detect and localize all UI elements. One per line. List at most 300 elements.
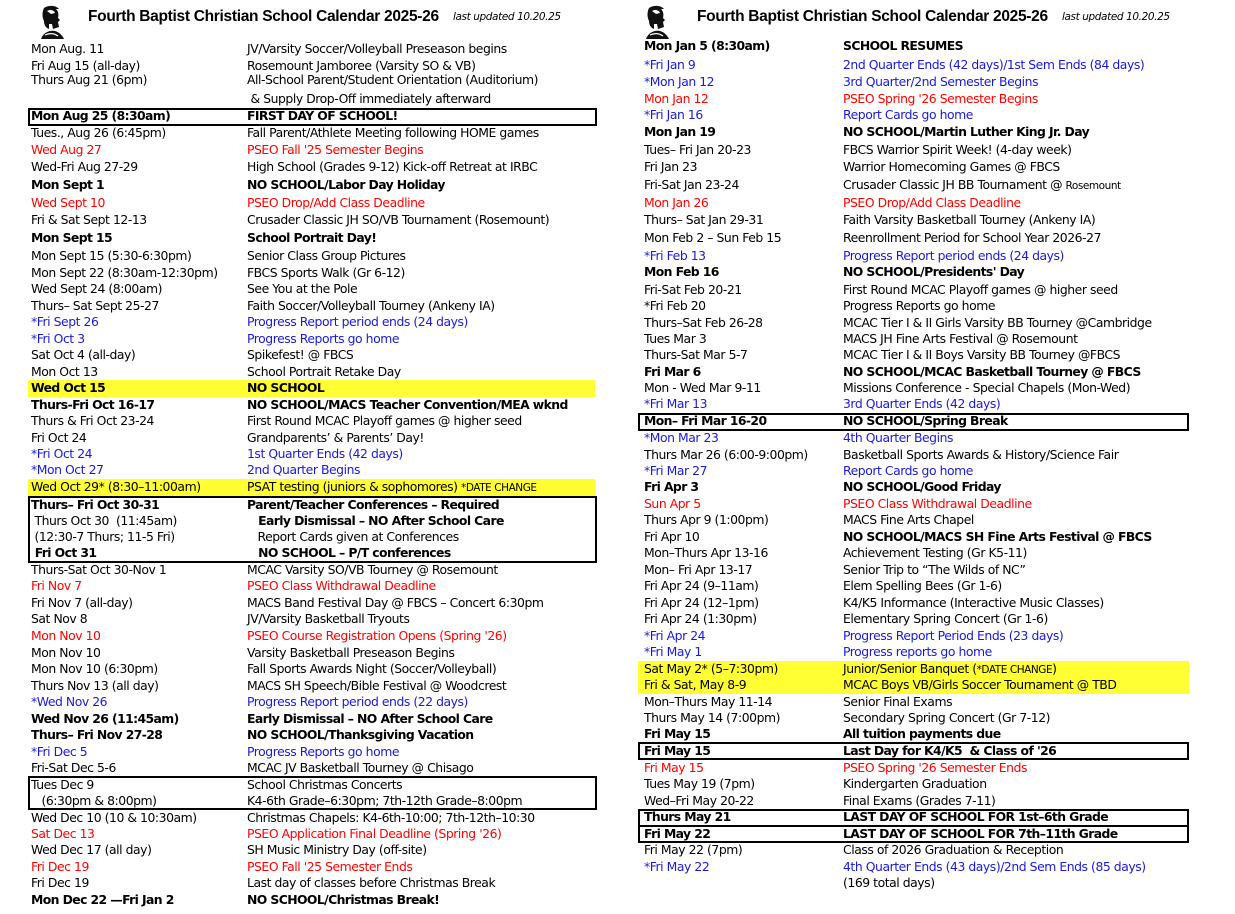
event-description [843,124,1089,141]
calendar-row [638,74,1189,91]
calendar-row [638,644,1189,661]
event-text: NO SCHOOL/MACS SH Fine Arts Festival @ FBCS [843,529,1152,544]
event-date: Fri Mar 6 [644,364,701,379]
event-description [247,364,401,381]
event-description [843,380,1130,397]
event-text: MCAC JV Basketball Tourney @ Chisago [247,760,474,775]
calendar-row [638,793,1189,810]
event-date: Wed-Fri Aug 27-29 [31,159,138,174]
event-date: Fri & Sat Sept 12-13 [31,212,147,227]
event-text: FBCS Warrior Spirit Week! (4-day week) [843,142,1072,157]
calendar-row [28,793,595,810]
event-date: Fri Apr 24 (12–1pm) [644,595,759,610]
calendar-row [28,595,595,612]
calendar-row [638,694,1189,711]
event-text: Last Day for K4/K5 & Class of '26 [843,743,1057,758]
event-date: Tues Dec 9 [31,777,94,792]
event-date: Mon Feb 16 [644,264,719,279]
event-description [247,760,473,777]
event-description [843,38,963,55]
calendar-row [28,230,595,247]
event-description [843,230,1101,247]
event-date: *Fri Oct 3 [31,331,85,346]
event-description [843,479,1001,496]
event-text: K4/K5 Informance (Interactive Music Classes) [843,595,1104,610]
event-text: PSEO Course Registration Opens (Spring '26) [247,628,507,643]
event-text: NO SCHOOL/Labor Day Holiday [247,177,445,192]
event-date: *Fri Feb 20 [644,298,706,313]
event-date: Fri Oct 24 [31,430,87,445]
event-date: Fri May 15 [644,743,711,758]
calendar-row [28,446,595,463]
calendar-row [638,315,1189,332]
calendar-row [638,230,1189,247]
calendar-row [638,496,1189,513]
event-text: JV/Varsity Basketball Tryouts [247,611,410,626]
event-description [247,265,405,282]
event-text: PSEO Application Final Deadline (Spring '26) [247,826,502,841]
event-text: Progress Reports go home [247,744,399,759]
event-text: 1st Quarter Ends (42 days) [247,446,403,461]
event-date: *Wed Nov 26 [31,694,108,709]
calendar-row [638,710,1189,727]
event-text: Report Cards go home [843,463,973,478]
event-date: Wed Dec 17 (all day) [31,842,152,857]
calendar-row [28,125,595,142]
calendar-row [28,479,595,496]
event-text: (169 total days) [843,875,935,890]
event-description [247,513,504,530]
event-date: Mon Nov 10 (6:30pm) [31,661,158,676]
event-description [247,248,406,265]
event-date: *Fri Mar 13 [644,396,708,411]
calendar-row [28,545,595,562]
event-text: High School (Grades 9-12) Kick-off Retreat at IRBC [247,159,538,174]
event-date: Thurs May 21 [644,809,731,824]
calendar-row [638,248,1189,265]
event-date: Fri Dec 19 [31,875,89,890]
event-description [843,315,1152,332]
event-description [843,826,1118,843]
calendar-row [638,413,1189,430]
event-date: Fri Dec 19 [31,859,89,874]
event-date: Wed Sept 24 (8:00am) [31,281,162,296]
event-date: *Fri Mar 27 [644,463,708,478]
event-date: Mon Sept 15 [31,230,113,245]
event-description [247,446,403,463]
event-description [247,578,436,595]
event-text: Progress Report period ends (22 days) [247,694,468,709]
event-text: PSEO Spring '26 Semester Begins [843,91,1038,106]
event-description [843,726,1001,743]
event-description [843,463,973,480]
event-description [843,611,1048,628]
event-text: Early Dismissal – NO After School Care [247,513,504,528]
event-date: Thurs May 14 (7:00pm) [644,710,781,725]
event-date: Wed Nov 26 (11:45am) [31,711,179,726]
event-text: Reenrollment Period for School Year 2026-27 [843,230,1101,245]
event-date: Sat May 2* (5–7:30pm) [644,661,778,676]
event-date: Thurs Apr 9 (1:00pm) [644,512,769,527]
event-date: Fri-Sat Jan 23-24 [644,177,739,192]
event-date: Fri Oct 31 [31,545,97,560]
event-date: *Mon Mar 23 [644,430,719,445]
event-description [247,142,423,159]
event-note: Rosemount [1065,180,1121,192]
event-text: NO SCHOOL/Christmas Break! [247,892,440,907]
event-date: Mon Jan 26 [644,195,709,210]
event-date: Fri Apr 24 (9–11am) [644,578,759,593]
event-description [843,57,1144,74]
event-description [843,177,1121,195]
event-date: Thurs Mar 26 (6:00-9:00pm) [644,447,808,462]
event-description [843,248,1064,265]
event-description [247,91,491,108]
event-text: Progress Reports go home [843,298,995,313]
event-text: NO SCHOOL/Spring Break [843,413,1008,428]
event-text: 2nd Quarter Ends (42 days)/1st Sem Ends (84 days) [843,57,1145,72]
calendar-row [638,463,1189,480]
event-description [247,72,538,89]
calendar-row [638,512,1189,529]
event-description [247,545,451,562]
event-date: Thurs– Sat Sept 25-27 [31,298,159,313]
event-text: Progress Reports go home [247,331,399,346]
event-date: Thurs– Fri Nov 27-28 [31,727,163,742]
event-date: Thurs Oct 30 (11:45am) [31,513,177,528]
calendar-row [638,677,1189,694]
event-date: Thurs-Sat Mar 5-7 [644,347,748,362]
event-description [247,793,522,810]
event-date: Mon Aug. 11 [31,41,104,56]
calendar-row [638,282,1189,299]
event-date: Fri May 15 [644,726,711,741]
event-date: Tues Mar 3 [644,331,707,346]
event-text: Final Exams (Grades 7-11) [843,793,996,808]
event-date: Mon Oct 13 [31,364,98,379]
event-date: *Fri Jan 9 [644,57,696,72]
event-description [247,595,544,612]
calendar-row [638,447,1189,464]
event-text: K4-6th Grade–6:30pm; 7th-12th Grade–8:00pm [247,793,523,808]
calendar-row [638,264,1189,281]
calendar-row [638,595,1189,612]
event-date: Tues May 19 (7pm) [644,776,755,791]
event-text: Progress Report period ends (24 days) [247,314,468,329]
event-date: Fri Nov 7 [31,578,82,593]
calendar-row [28,760,595,777]
event-date: *Fri May 22 [644,859,710,874]
calendar-row [638,380,1189,397]
event-description [843,364,1141,381]
event-description [247,159,537,176]
event-date: *Fri Apr 24 [644,628,706,643]
event-description [247,230,376,247]
event-text: PSEO Class Withdrawal Deadline [247,578,436,593]
event-date: Mon Sept 1 [31,177,105,192]
calendar-row [638,91,1189,108]
event-description [247,529,459,546]
calendar-row [28,41,595,58]
event-text: Senior Final Exams [843,694,953,709]
event-list-spring [617,0,1235,914]
calendar-row [638,331,1189,348]
event-text: Kindergarten Graduation [843,776,987,791]
event-description [843,776,987,793]
calendar-row [638,842,1189,859]
event-description [843,710,1050,727]
event-text: NO SCHOOL/Presidents' Day [843,264,1025,279]
event-date: Fri Jan 23 [644,159,698,174]
event-text: NO SCHOOL – P/T conferences [247,545,451,560]
last-updated: last updated 10.20.25 [453,11,561,23]
event-description [247,859,412,876]
calendar-row [28,744,595,761]
event-text: Progress Report period ends (24 days) [843,248,1064,263]
calendar-row [28,91,595,108]
event-date: Sat Dec 13 [31,826,95,841]
event-text: JV/Varsity Soccer/Volleyball Preseason begins [247,41,507,56]
calendar-row [28,562,595,579]
event-list-fall [0,0,617,914]
last-updated: last updated 10.20.25 [1062,11,1170,23]
calendar-row [638,578,1189,595]
event-text: MACS Band Festival Day @ FBCS – Concert 6:30pm [247,595,544,610]
event-description [247,125,539,142]
event-text: Christmas Chapels: K4-6th-10:00; 7th-12th–10:30 [247,810,535,825]
event-text: PSEO Spring '26 Semester Ends [843,760,1027,775]
calendar-row [28,727,595,744]
event-text: See You at the Pole [247,281,358,296]
event-description [843,496,1032,513]
event-description [247,331,399,348]
calendar-row [28,72,595,89]
calendar-row [28,159,595,176]
event-text: First Round MCAC Playoff games @ higher seed [247,413,522,428]
event-description [247,430,424,447]
calendar-row [28,462,595,479]
event-text: School Portrait Retake Day [247,364,401,379]
event-description [843,743,1056,760]
event-description [843,142,1072,159]
event-text: 4th Quarter Ends (43 days)/2nd Sem Ends (85 days) [843,859,1146,874]
event-text: Warrior Homecoming Games @ FBCS [843,159,1060,174]
calendar-row [638,611,1189,628]
event-date: Mon–Thurs Apr 13-16 [644,545,768,560]
event-date: Wed–Fri May 20-22 [644,793,754,808]
event-date: Sat Nov 8 [31,611,88,626]
event-description [247,645,454,662]
calendar-row [638,529,1189,546]
event-text: Early Dismissal – NO After School Care [247,711,493,726]
calendar-row [28,265,595,282]
event-date: *Fri Feb 13 [644,248,706,263]
event-description [247,694,468,711]
event-date: *Mon Jan 12 [644,74,715,89]
event-date: Mon– Fri Mar 16-20 [644,413,767,428]
event-description [843,347,1120,364]
calendar-row [638,124,1189,141]
event-description [247,562,498,579]
event-text: Parent/Teacher Conferences – Required [247,497,500,512]
event-date: Mon Sept 15 (5:30-6:30pm) [31,248,192,263]
event-description [843,512,974,529]
event-date: Mon Nov 10 [31,645,101,660]
event-text: MCAC Tier I & II Girls Varsity BB Tourney @Cambridge [843,315,1152,330]
calendar-row [28,314,595,331]
calendar-row [28,430,595,447]
event-description [247,41,507,58]
calendar-row [638,479,1189,496]
event-date: Mon–Thurs May 11-14 [644,694,773,709]
event-description [247,462,360,479]
event-description [247,347,353,364]
event-date: Sun Apr 5 [644,496,701,511]
calendar-row [28,859,595,876]
event-text: Last day of classes before Christmas Break [247,875,496,890]
event-date: Fri-Sat Feb 20-21 [644,282,742,297]
event-description [843,809,1108,826]
event-description [247,628,507,645]
event-date: *Mon Oct 27 [31,462,104,477]
event-text: NO SCHOOL/MACS Teacher Convention/MEA wknd [247,397,568,412]
event-description [247,479,537,497]
event-date: Wed Dec 10 (10 & 10:30am) [31,810,197,825]
event-date: Wed Oct 15 [31,380,106,395]
event-text: MCAC Varsity SO/VB Tourney @ Rosemount [247,562,498,577]
event-description [843,212,1095,229]
event-text: MCAC Boys VB/Girls Soccer Tournament @ TBD [843,677,1117,692]
event-description [843,195,1021,212]
event-date: Thurs Aug 21 (6pm) [31,72,147,87]
event-text: All tuition payments due [843,726,1001,741]
event-date: Thurs– Fri Oct 30-31 [31,497,160,512]
calendar-row [28,281,595,298]
event-description [247,661,496,678]
event-description [247,177,445,194]
event-date: Mon Nov 10 [31,628,101,643]
event-text: Fall Parent/Athlete Meeting following HOME games [247,125,539,140]
calendar-row [638,809,1189,826]
calendar-row [28,413,595,430]
event-description [843,282,1118,299]
event-description [247,611,409,628]
event-text: School Christmas Concerts [247,777,403,792]
event-text: Senior Class Group Pictures [247,248,406,263]
calendar-row [28,810,595,827]
event-date: Wed Oct 29* (8:30–11:00am) [31,479,201,494]
event-date: Mon Dec 22 —Fri Jan 2 [31,892,174,907]
event-text: Missions Conference - Special Chapels (Mon-Wed) [843,380,1131,395]
calendar-row [28,195,595,212]
event-text: MACS Fine Arts Chapel [843,512,974,527]
event-text: NO SCHOOL/Thanksgiving Vacation [247,727,474,742]
event-description [843,430,953,447]
event-date: Fri Apr 10 [644,529,700,544]
event-date: *Fri Oct 24 [31,446,93,461]
event-text: All-School Parent/Student Orientation (Auditorium) [247,72,539,87]
event-description [843,562,1025,579]
event-date: Mon Aug 25 (8:30am) [31,108,171,123]
event-description [843,529,1152,546]
event-description [843,447,1118,464]
event-date: Fri & Sat, May 8-9 [644,677,747,692]
event-description [247,777,402,794]
calendar-row [28,298,595,315]
event-text: Fall Sports Awards Night (Soccer/Volleyball) [247,661,497,676]
event-date: Mon Feb 2 – Sun Feb 15 [644,230,782,245]
calendar-row [638,57,1189,74]
event-date: Fri May 22 (7pm) [644,842,743,857]
event-description [247,892,439,909]
event-text: LAST DAY OF SCHOOL FOR 7th–11th Grade [843,826,1118,841]
event-description [247,108,398,125]
calendar-row [638,142,1189,159]
event-date: Thurs– Sat Jan 29-31 [644,212,764,227]
calendar-row [638,159,1189,176]
event-description [843,677,1116,694]
event-description [247,810,535,827]
event-text: NO SCHOOL/MCAC Basketball Tourney @ FBCS [843,364,1141,379]
event-text: & Supply Drop-Off immediately afterward [247,91,491,106]
calendar-row [28,826,595,843]
event-text: NO SCHOOL/Martin Luther King Jr. Day [843,124,1090,139]
event-description [843,413,1008,430]
event-description [843,159,1060,176]
event-description [247,711,493,728]
calendar-row [28,497,595,514]
event-description [843,331,1078,348]
event-description [843,298,995,315]
event-description [843,760,1027,777]
calendar-row [28,661,595,678]
event-description [843,264,1024,281]
event-text: Progress reports go home [843,644,992,659]
event-text: FIRST DAY OF SCHOOL! [247,108,398,123]
calendar-row [28,177,595,194]
event-date: Fri Apr 3 [644,479,699,494]
event-text: Faith Soccer/Volleyball Tourney (Ankeny IA) [247,298,495,313]
event-description [247,678,506,695]
event-text: PSEO Drop/Add Class Deadline [843,195,1021,210]
event-note: *DATE CHANGE [461,482,537,494]
event-date: *Fri Jan 16 [644,107,703,122]
event-text: 4th Quarter Begins [843,430,953,445]
event-description [843,694,952,711]
event-text: PSEO Class Withdrawal Deadline [843,496,1032,511]
event-text: Elementary Spring Concert (Gr 1-6) [843,611,1048,626]
calendar-row [28,694,595,711]
calendar-row [638,859,1189,876]
event-date: *Fri Dec 5 [31,744,88,759]
event-description [843,74,1038,91]
calendar-row [638,396,1189,413]
event-date: (12:30-7 Thurs; 11-5 Fri) [31,529,175,544]
event-date: Mon - Wed Mar 9-11 [644,380,761,395]
event-description [247,497,499,514]
event-text: PSAT testing (juniors & sophomores) [247,479,462,494]
event-text: NO SCHOOL [247,380,325,395]
calendar-row [28,578,595,595]
event-description [247,281,357,298]
event-text: 3rd Quarter/2nd Semester Begins [843,74,1039,89]
event-description [247,380,324,397]
event-note-tail: ) [1052,661,1057,676]
calendar-row [638,661,1189,678]
event-text: Elem Spelling Bees (Gr 1-6) [843,578,1002,593]
calendar-row [28,142,595,159]
event-text: Progress Report Period Ends (23 days) [843,628,1064,643]
